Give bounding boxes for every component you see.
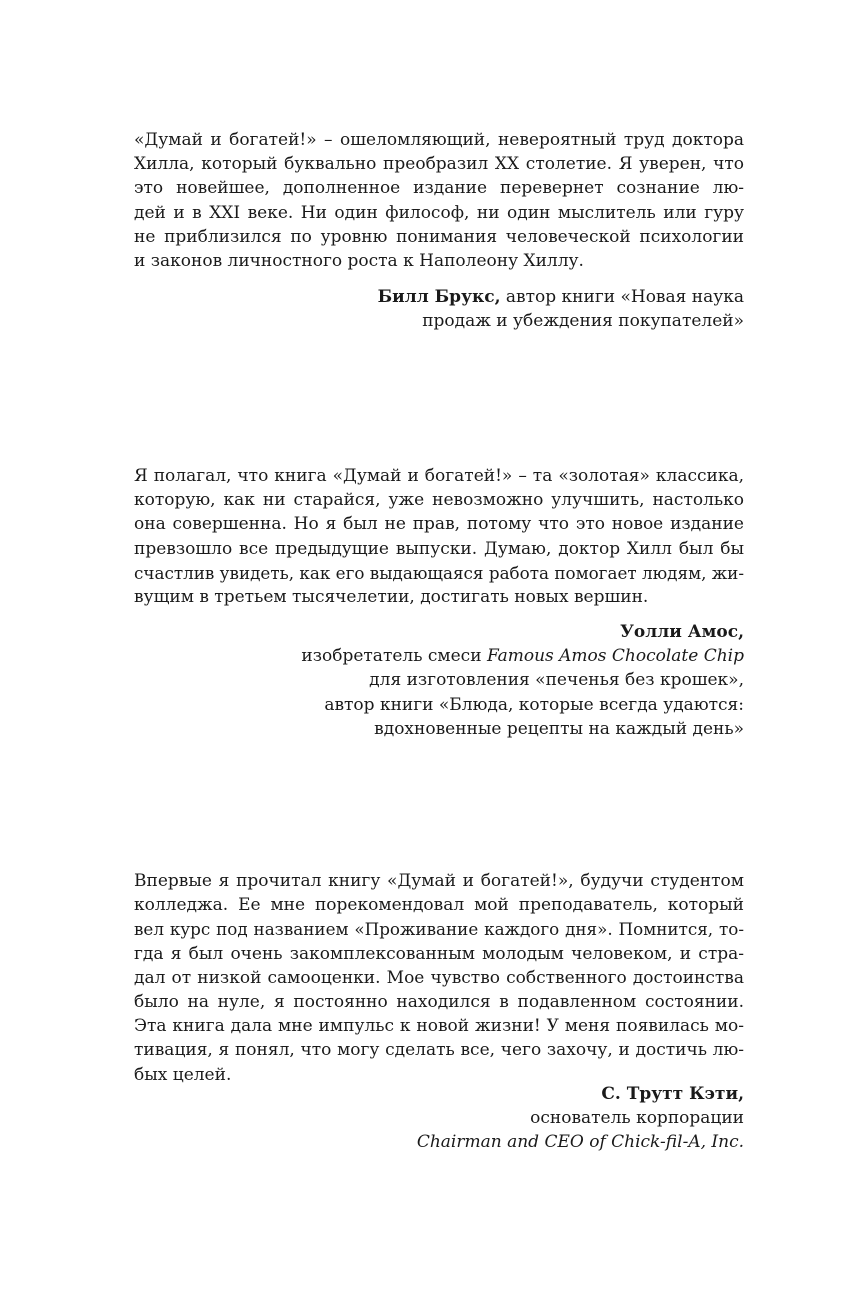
text-line: бых целей. xyxy=(134,1064,232,1085)
author-name: Билл Брукс, xyxy=(377,287,501,307)
text-line: счастлив увидеть, как его выдающаяся работа помогает людям, жи- xyxy=(134,562,744,583)
text-line: Хилла, который буквально преобразил XX столетие. Я уверен, что xyxy=(134,154,744,175)
text-line: и законов личностного роста к Наполеону Хиллу. xyxy=(134,250,584,271)
text-line: было на нуле, я постоянно находился в подавленном состоянии. xyxy=(134,991,744,1012)
attribution-line xyxy=(134,644,744,668)
text-line: Я полагал, что книга «Думай и богатей!» – та «золотая» классика, xyxy=(134,466,744,486)
text-line: которую, как ни старайся, уже невозможно улучшить, настолько xyxy=(134,490,744,511)
testimonial-1-attribution xyxy=(134,285,744,333)
testimonial-1-body xyxy=(134,128,744,273)
text-line: вущим в третьем тысячелетии, достигать новых вершин. xyxy=(134,586,649,607)
attribution-line: для изготовления «печенья без крошек», xyxy=(369,670,744,691)
author-name: С. Трутт Кэти, xyxy=(601,1084,744,1104)
attribution-line xyxy=(134,285,744,309)
attribution-line: Chairman and CEO of Chick-fil-A, Inc. xyxy=(416,1132,744,1153)
attribution-line: продаж и убеждения покупателей» xyxy=(422,311,744,332)
text-line: «Думай и богатей!» – ошеломляющий, невероятный труд доктора xyxy=(134,130,744,150)
attribution-line: основатель корпорации xyxy=(530,1108,744,1129)
text-line: вел курс под названием «Проживание каждого дня». Помнится, то- xyxy=(134,919,744,940)
brand-name: Famous Amos Chocolate Chip xyxy=(486,646,744,667)
author-description: изобретатель смеси xyxy=(301,646,487,667)
text-line: гда я был очень закомплексованным молодым человеком, и стра- xyxy=(134,943,744,964)
text-line: Впервые я прочитал книгу «Думай и богатей!», будучи студентом xyxy=(134,871,744,891)
attribution-line: автор книги «Блюда, которые всегда удаются: xyxy=(324,694,744,715)
text-line: колледжа. Ее мне порекомендовал мой преподаватель, который xyxy=(134,895,744,916)
author-name: Уолли Амос, xyxy=(620,622,744,642)
testimonial-3-attribution xyxy=(134,1082,744,1155)
testimonial-3-body xyxy=(134,869,744,1087)
text-line: не приблизился по уровню понимания человеческой психологии xyxy=(134,226,744,247)
text-line: это новейшее, дополненное издание перевернет сознание лю- xyxy=(134,178,744,199)
author-description: автор книги «Новая наука xyxy=(500,287,744,307)
text-line: дей и в XXI веке. Ни один философ, ни один мыслитель или гуру xyxy=(134,202,744,223)
text-line: дал от низкой самооценки. Мое чувство собственного достоинства xyxy=(134,967,744,988)
text-line: Эта книга дала мне импульс к новой жизни! У меня появилась мо- xyxy=(134,1016,744,1037)
testimonial-2-attribution xyxy=(134,620,744,741)
text-line: она совершенна. Но я был не прав, потому что это новое издание xyxy=(134,514,744,535)
testimonial-2-body xyxy=(134,464,744,609)
attribution-line: вдохновенные рецепты на каждый день» xyxy=(374,718,744,739)
text-line: превзошло все предыдущие выпуски. Думаю, доктор Хилл был бы xyxy=(134,538,744,559)
text-line: тивация, я понял, что могу сделать все, чего захочу, и достичь лю- xyxy=(134,1040,744,1061)
